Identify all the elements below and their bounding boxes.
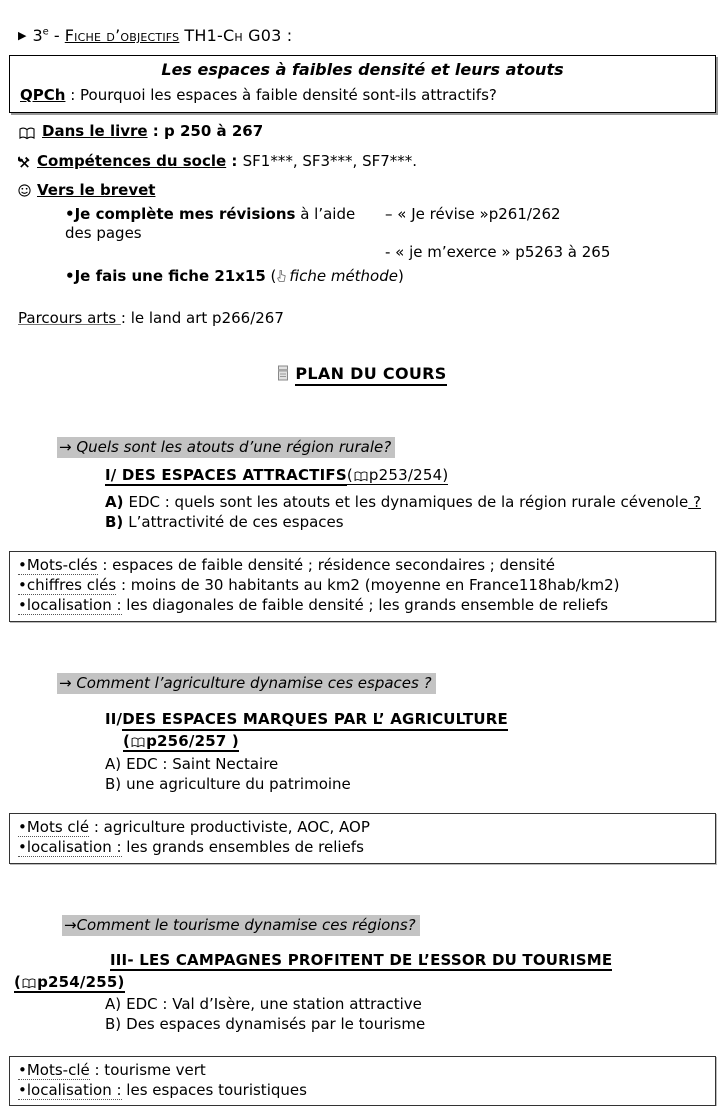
section-2 [0, 674, 724, 864]
item-label: B) [105, 512, 124, 531]
keyword-label: •localisation : [18, 595, 122, 614]
revision-spacer [65, 243, 385, 262]
keyword-line [18, 556, 707, 576]
keywords-box-2 [9, 813, 716, 864]
section-2-heading-pages [123, 732, 724, 752]
keyword-text: les espaces touristiques [121, 1080, 307, 1099]
revisions-block [65, 205, 724, 261]
keyword-text: : espaces de faible densité ; résidence secondaires ; densité [97, 556, 555, 575]
item-label: A) [105, 754, 122, 773]
livre-line [18, 122, 724, 143]
heading-main: I/ DES ESPACES ATTRACTIFS [105, 467, 347, 486]
fiche-paren-close: ) [398, 267, 404, 286]
section-1-items [0, 493, 724, 532]
keyword-text: : tourisme vert [89, 1060, 206, 1079]
chapter-title: Les espaces à faibles densité et leurs atouts [161, 60, 564, 79]
grade-level: 3 [32, 26, 43, 45]
keyword-text: les diagonales de faible densité ; les grands ensemble de reliefs [121, 595, 609, 614]
item-b [105, 513, 724, 532]
fiche-method-label: fiche méthode [289, 267, 398, 286]
revision-row-1 [65, 205, 724, 243]
keyword-label: •Mots clé [18, 818, 90, 837]
keyword-text: les grands ensembles de reliefs [121, 838, 364, 857]
heading-pages [347, 467, 449, 485]
revision-task-bold: •Je complète mes révisions [65, 205, 296, 223]
parcours-value: : le land art p266/267 [120, 309, 284, 327]
book-icon [354, 471, 368, 482]
keywords-box-1 [9, 551, 716, 621]
scroll-icon [277, 365, 289, 386]
item-a [105, 755, 724, 774]
grade-superscript: e [42, 26, 49, 38]
section-1 [0, 438, 724, 622]
header [18, 26, 724, 46]
item-text: Des espaces dynamisés par le tourisme [126, 1014, 426, 1033]
keyword-label: •chiffres clés [18, 576, 117, 595]
brevet-line [18, 181, 724, 202]
heading-main: DES ESPACES MARQUES PAR L’ AGRICULTURE [122, 711, 508, 730]
item-text: EDC : Val d’Isère, une station attractive [126, 995, 422, 1014]
item-text: L’attractivité de ces espaces [128, 512, 344, 531]
item-b [105, 775, 724, 794]
item-text: EDC : quels sont les atouts et les dynamiques de la région rurale cévenole [128, 492, 689, 511]
section-2-heading [105, 710, 724, 730]
triangle-bullet-icon: ▶ [18, 29, 27, 42]
parcours-label: Parcours arts [18, 309, 121, 327]
livre-label: Dans le livre [42, 121, 148, 140]
header-dash: - [48, 26, 65, 45]
heading-main: III- LES CAMPAGNES PROFITENT DE L’ESSOR DU TOURISME [110, 952, 612, 971]
revision-task [65, 205, 385, 243]
keyword-text: : agriculture productiviste, AOC, AOP [89, 818, 370, 837]
competences-value: SF1***, SF3***, SF7***. [242, 151, 418, 170]
fiche-line [65, 267, 724, 287]
item-text: EDC : Saint Nectaire [126, 754, 279, 773]
tools-icon [18, 154, 31, 173]
pages-text: p254/255) [37, 972, 125, 991]
qpch-label: QPCh [20, 86, 66, 104]
keyword-line [18, 596, 707, 616]
book-icon [22, 978, 36, 989]
revision-task-rest: à l’aide des pages [65, 205, 356, 242]
plan-heading [0, 364, 724, 386]
keyword-label: •Mots-clés [18, 556, 98, 575]
keyword-line [18, 818, 707, 838]
revise-pages-2: - « je m’exerce » p5263 à 265 [385, 242, 611, 261]
keyword-line [18, 1081, 707, 1101]
revise-pages-1: – « Je révise »p261/262 [385, 205, 561, 223]
item-label: A) [105, 995, 122, 1014]
open-book-icon [18, 124, 36, 143]
keyword-label: •Mots-clé [18, 1060, 90, 1079]
doc-code: TH1-Ch G03 : [184, 26, 293, 45]
item-b [105, 1015, 724, 1034]
section-1-question [57, 438, 724, 457]
section-2-items [0, 755, 724, 794]
keywords-box-3 [9, 1056, 716, 1106]
question-highlight: → Comment l’agriculture dynamise ces espaces ? [57, 673, 436, 694]
pointing-hand-icon [277, 268, 286, 287]
document-page [0, 26, 724, 1099]
question-highlight: →Comment le tourisme dynamise ces régions? [62, 915, 420, 936]
competences-line [18, 152, 724, 173]
title-box [9, 55, 716, 113]
competences-sep: : [226, 151, 243, 170]
pages-text: p253/254) [368, 465, 449, 484]
item-label: B) [105, 1014, 122, 1033]
smiley-icon [18, 183, 31, 202]
question-highlight: → Quels sont les atouts d’une région rurale? [57, 437, 395, 458]
item-a [105, 995, 724, 1014]
item-label: B) [105, 774, 122, 793]
item-label: A) [105, 492, 124, 511]
book-icon [131, 737, 145, 748]
keyword-label: •localisation : [18, 838, 122, 857]
section-2-question [57, 674, 724, 693]
keyword-line [18, 1061, 707, 1081]
parcours-line [18, 309, 724, 328]
heading-pages [123, 733, 239, 752]
fiche-paren-open: ( [265, 267, 277, 286]
fiche-task-bold: •Je fais une fiche 21x15 [65, 267, 266, 286]
livre-value: : p 250 à 267 [147, 121, 264, 140]
keyword-line [18, 838, 707, 858]
pages-text: p256/257 ) [146, 731, 239, 750]
paren-open: ( [14, 972, 22, 991]
keyword-line [18, 576, 707, 596]
competences-label: Compétences du socle [37, 151, 227, 170]
brevet-label: Vers le brevet [37, 181, 156, 200]
paren-open: ( [123, 731, 131, 750]
section-3-question [62, 916, 724, 935]
doc-type-label: Fiche d’objectifs [64, 26, 180, 45]
plan-title: PLAN DU COURS [295, 364, 446, 386]
section-3 [0, 916, 724, 1106]
section-3-heading-pages [14, 973, 724, 993]
section-3-heading [110, 951, 724, 971]
qpch-question: : Pourquoi les espaces à faible densité sont-ils attractifs? [65, 86, 497, 104]
keyword-text: : moins de 30 habitants au km2 (moyenne en France118hab/km2) [116, 576, 620, 595]
item-a [105, 493, 724, 512]
heading-pages [14, 974, 125, 993]
revision-row-2 [65, 243, 724, 262]
qpch-line [20, 86, 705, 105]
item-suffix: ? [688, 492, 701, 511]
section-1-heading [105, 466, 724, 486]
item-text: une agriculture du patrimoine [126, 774, 351, 793]
keyword-label: •localisation : [18, 1080, 122, 1099]
section-3-items [0, 995, 724, 1034]
paren-open: ( [346, 465, 353, 484]
heading-prefix: II/ [105, 710, 123, 729]
